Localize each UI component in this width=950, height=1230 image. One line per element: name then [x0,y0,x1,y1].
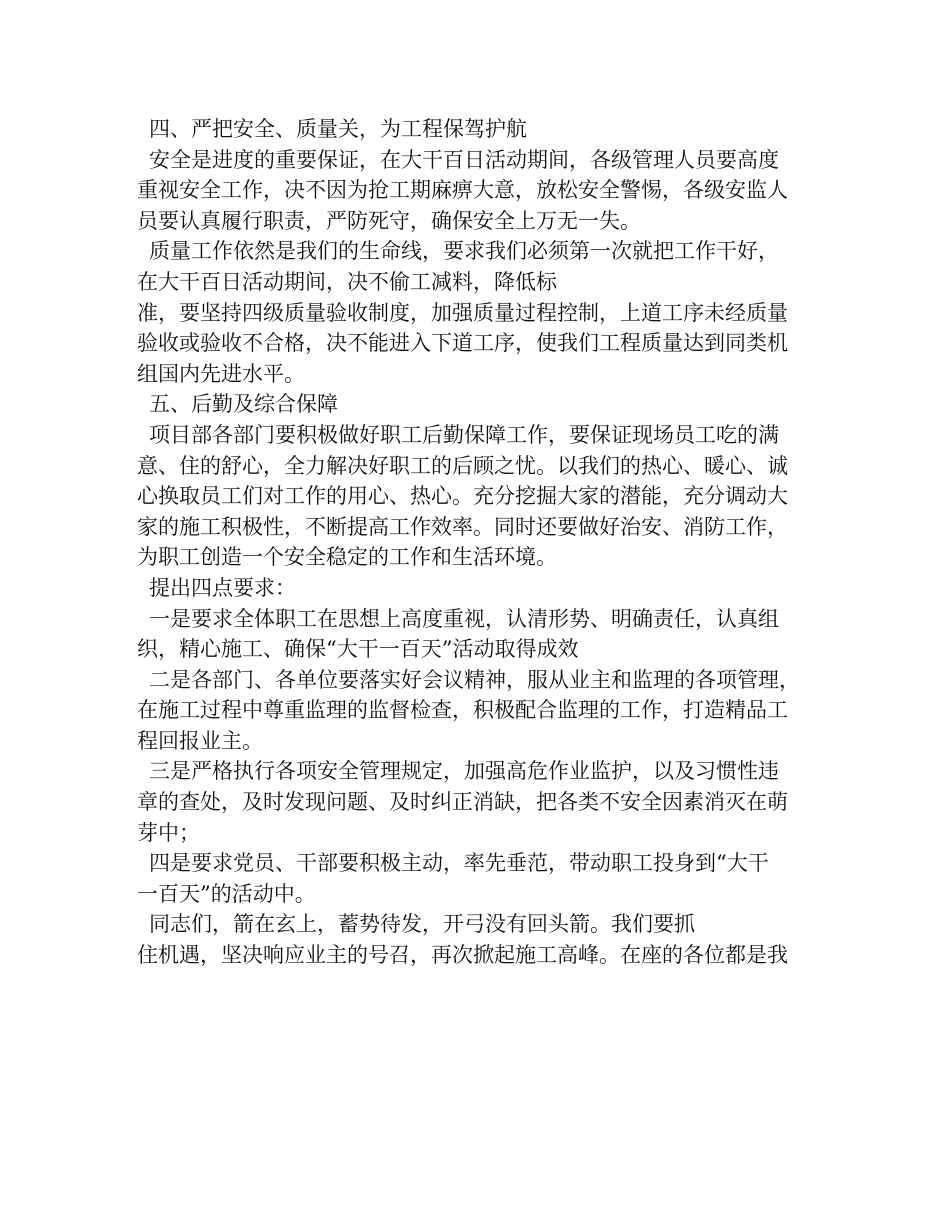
text-line: 程回报业主。 [137,728,263,753]
text-line: 意、住的舒心，全力解决好职工的后顾之忧。以我们的热心、暖心、诚 [137,453,788,478]
text-line: 二是各部门、各单位要落实好会议精神，服从业主和监理的各项管理， [149,667,800,692]
text-line: 三是严格执行各项安全管理规定，加强高危作业监护，以及习惯性违 [149,759,779,784]
text-line: 一百天”的活动中。 [137,881,316,906]
text-line: 五、后勤及综合保障 [149,392,338,417]
document-body [137,114,817,971]
text-line: 章的查处，及时发现问题、及时纠正消缺，把各类不安全因素消灭在萌 [137,790,788,815]
text-line: 提出四点要求： [149,575,296,600]
text-line: 织，精心施工、确保“大干一百天”活动取得成效 [137,637,579,662]
text-line: 一是要求全体职工在思想上高度重视，认清形势、明确责任，认真组 [149,606,779,631]
text-line: 安全是进度的重要保证，在大干百日活动期间，各级管理人员要高度 [149,147,779,172]
text-line: 心换取员工们对工作的用心、热心。充分挖掘大家的潜能，充分调动大 [137,484,788,509]
text-line: 准，要坚持四级质量验收制度，加强质量过程控制，上道工序未经质量 [137,300,788,325]
text-line: 同志们，箭在玄上，蓄势待发，开弓没有回头箭。我们要抓 [149,912,695,937]
text-line: 项目部各部门要积极做好职工后勤保障工作，要保证现场员工吃的满 [149,422,779,447]
text-line: 验收或验收不合格，决不能进入下道工序，使我们工程质量达到同类机 [137,331,788,356]
text-line: 住机遇，坚决响应业主的号召，再次掀起施工高峰。在座的各位都是我 [137,943,788,968]
text-line: 员要认真履行职责，严防死守，确保安全上万无一失。 [137,208,641,233]
text-line: 质量工作依然是我们的生命线，要求我们必须第一次就把工作干好， [149,239,779,264]
text-line: 重视安全工作，决不因为抢工期麻痹大意，放松安全警惕，各级安监人 [137,178,788,203]
text-line: 四、严把安全、质量关，为工程保驾护航 [149,117,527,141]
text-line: 组国内先进水平。 [137,361,305,386]
text-line: 家的施工积极性，不断提高工作效率。同时还要做好治安、消防工作， [137,514,788,539]
text-line: 在大干百日活动期间，决不偷工减料，降低标 [137,269,557,294]
text-line: 为职工创造一个安全稳定的工作和生活环境。 [137,545,557,570]
text-line: 在施工过程中尊重监理的监督检查，积极配合监理的工作，打造精品工 [137,698,788,723]
text-line: 芽中； [137,820,200,845]
text-line: 四是要求党员、干部要积极主动，率先垂范，带动职工投身到“大干 [149,851,769,876]
